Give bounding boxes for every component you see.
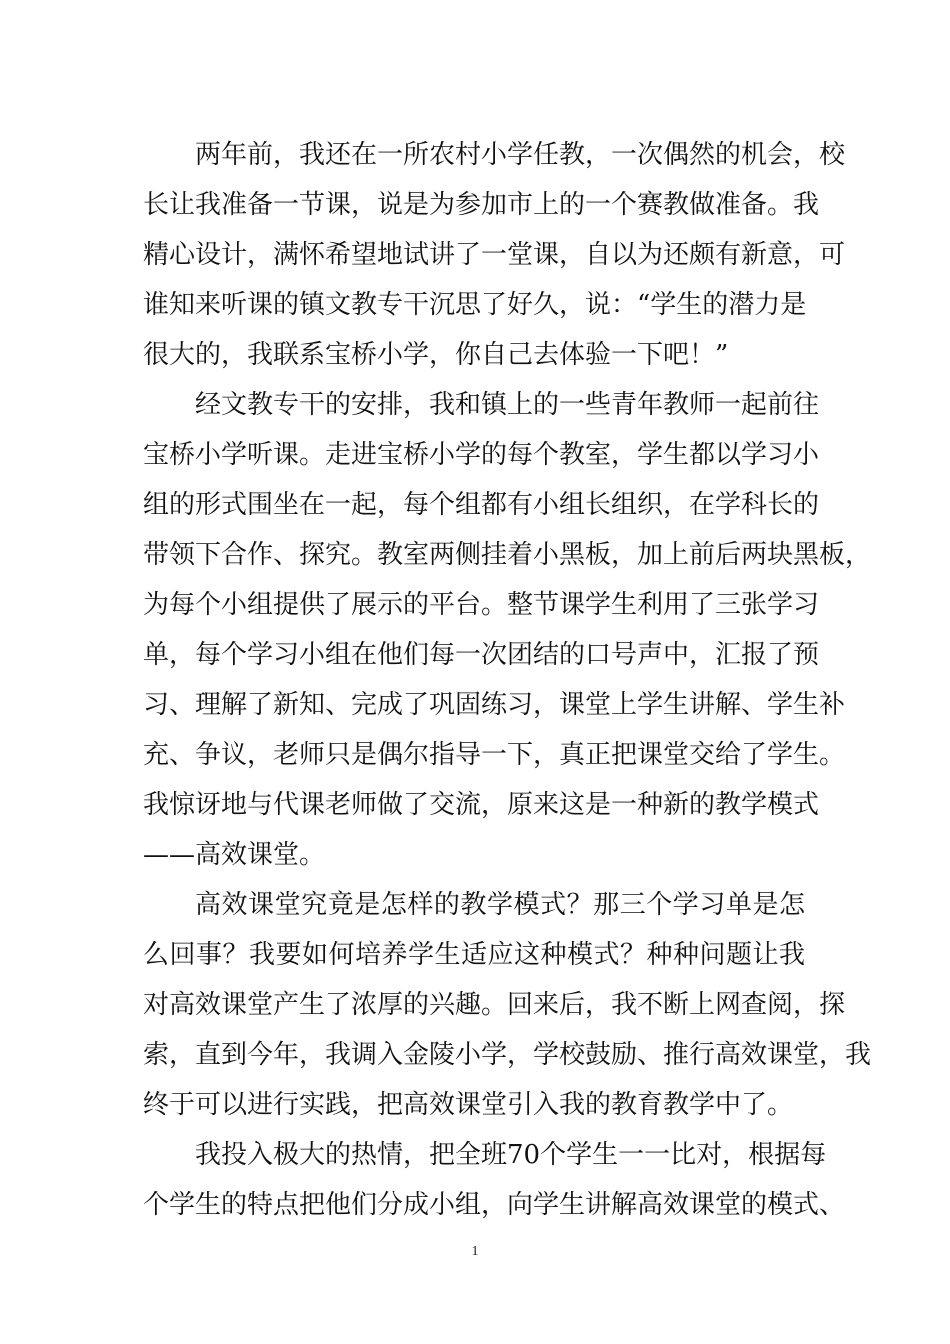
text-line: 充、争议，老师只是偶尔指导一下，真正把课堂交给了学生。: [143, 740, 846, 770]
text-line: 么回事？我要如何培养学生适应这种模式？种种问题让我: [143, 940, 805, 970]
text-line: 高效课堂究竟是怎样的教学模式？那三个学习单是怎: [195, 890, 805, 920]
text-line: 为每个小组提供了展示的平台。整节课学生利用了三张学习: [143, 590, 820, 620]
text-line: 两年前，我还在一所农村小学任教，一次偶然的机会，校: [195, 140, 846, 170]
text-line: 组的形式围坐在一起，每个组都有小组长组织，在学科长的: [143, 490, 820, 520]
text-line: 我惊讶地与代课老师做了交流，原来这是一种新的教学模式: [143, 790, 820, 820]
text-line: 习、理解了新知、完成了巩固练习，课堂上学生讲解、学生补: [143, 690, 846, 720]
text-line: 终于可以进行实践，把高效课堂引入我的教育教学中了。: [143, 1090, 794, 1120]
text-line: 单，每个学习小组在他们每一次团结的口号声中，汇报了预: [143, 640, 820, 670]
document-body: [143, 130, 872, 1230]
text-line: 宝桥小学听课。走进宝桥小学的每个教室，学生都以学习小: [143, 440, 820, 470]
text-line: 谁知来听课的镇文教专干沉思了好久，说：“学生的潜力是: [143, 290, 807, 320]
text-line: 经文教专干的安排，我和镇上的一些青年教师一起前往: [195, 390, 820, 420]
text-line: 很大的，我联系宝桥小学，你自己去体验一下吧！”: [143, 340, 729, 370]
text-line: 带领下合作、探究。教室两侧挂着小黑板，加上前后两块黑板，: [143, 540, 872, 570]
text-line: 对高效课堂产生了浓厚的兴趣。回来后，我不断上网查阅，探: [143, 990, 846, 1020]
text-line: 长让我准备一节课，说是为参加市上的一个赛教做准备。我: [143, 190, 820, 220]
text-line: 个学生的特点把他们分成小组，向学生讲解高效课堂的模式、: [143, 1190, 846, 1220]
text-line: 精心设计，满怀希望地试讲了一堂课，自以为还颇有新意，可: [143, 240, 846, 270]
text-line: ——高效课堂。: [143, 840, 326, 870]
page-number: 1: [471, 1244, 479, 1259]
text-line: 索，直到今年，我调入金陵小学，学校鼓励、推行高效课堂，我: [143, 1040, 872, 1070]
text-line: 我投入极大的热情，把全班70个学生一一比对，根据每: [195, 1140, 827, 1170]
